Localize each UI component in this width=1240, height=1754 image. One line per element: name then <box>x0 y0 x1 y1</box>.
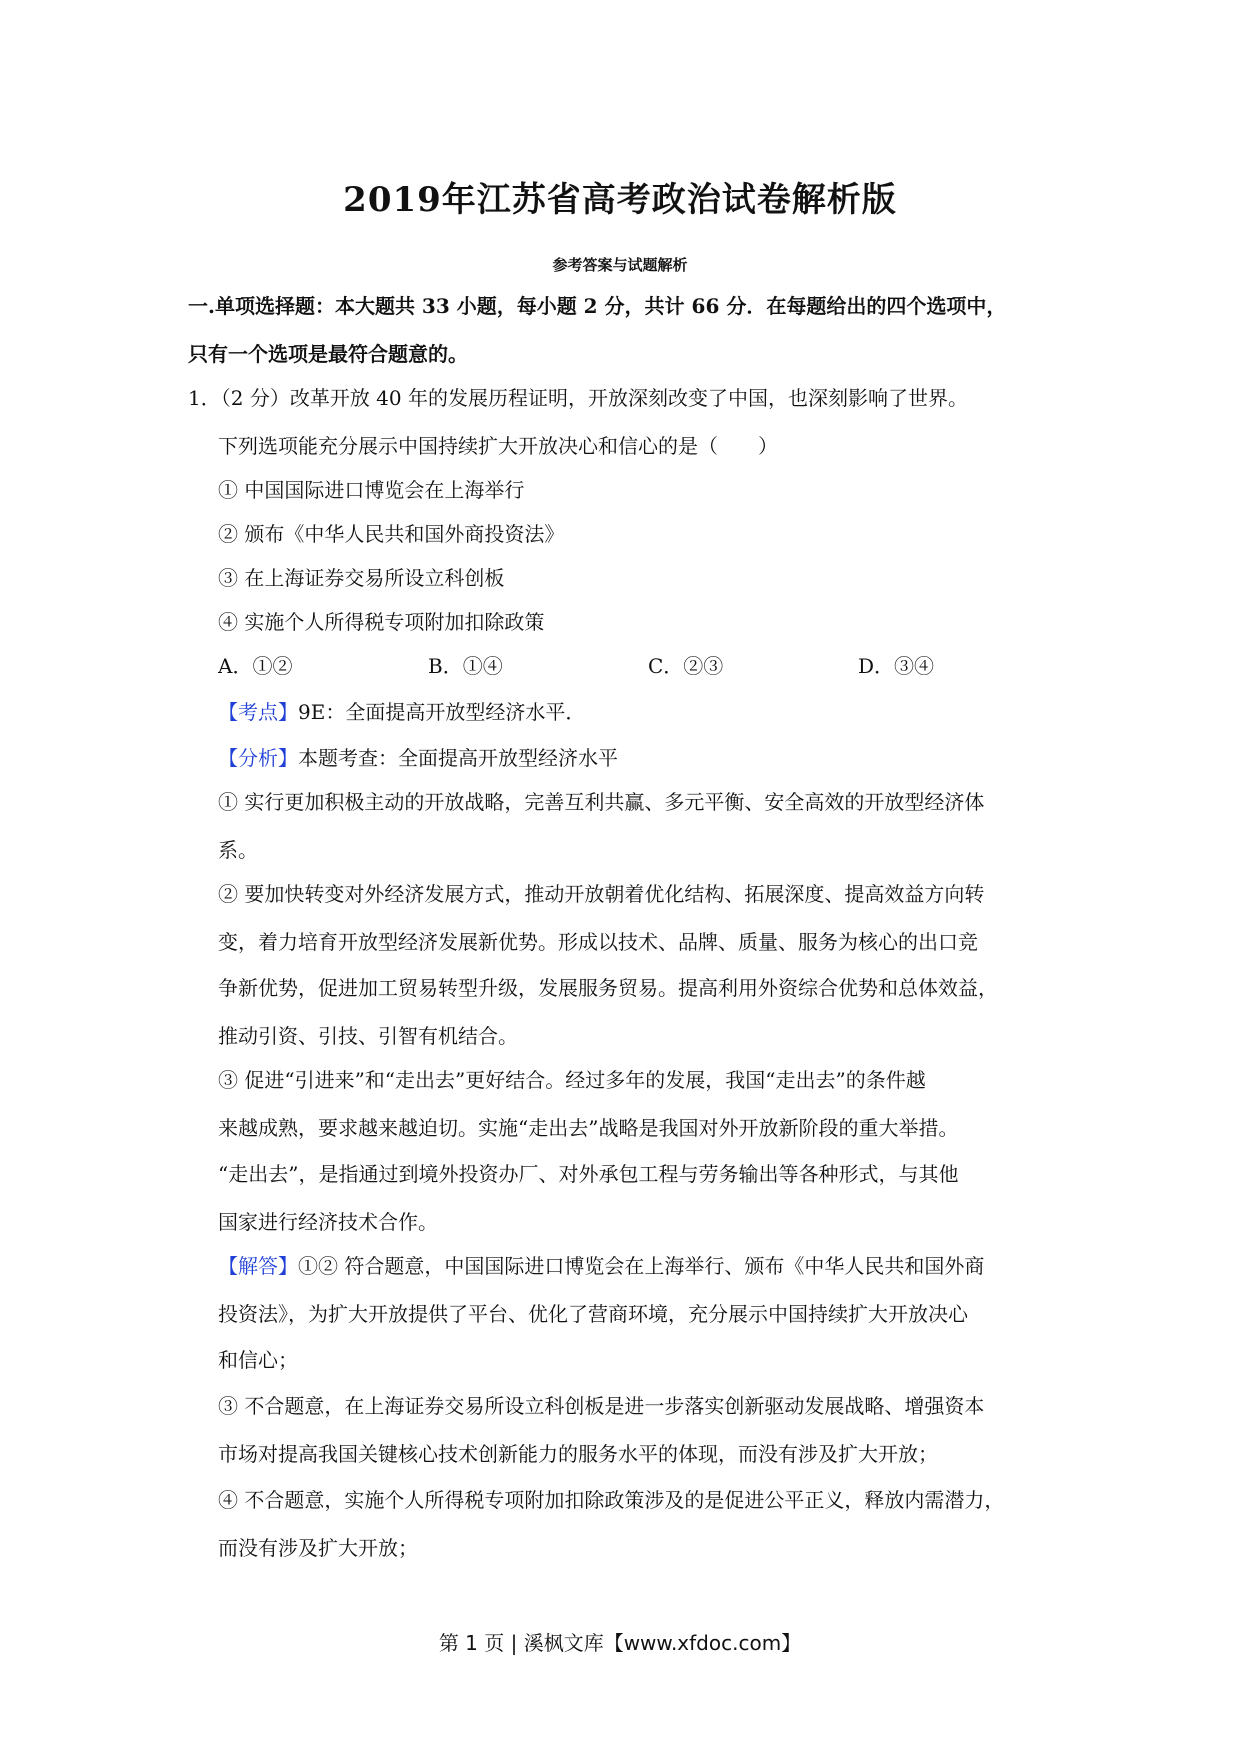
question-stem-line-2: 下列选项能充分展示中国持续扩大开放决心和信心的是（ ） <box>218 434 778 458</box>
fenxi-text: 本题考查：全面提高开放型经济水平 <box>298 746 618 770</box>
analysis-line: 来越成熟，要求越来越迫切。实施“走出去”战略是我国对外开放新阶段的重大举措。 <box>218 1116 959 1140</box>
fenxi-line <box>218 742 618 771</box>
option-d: D．③④ <box>858 654 935 678</box>
answer-line: ③ 不合题意，在上海证券交易所设立科创板是进一步落实创新驱动发展战略、增强资本 <box>218 1394 985 1418</box>
analysis-line: 争新优势，促进加工贸易转型升级，发展服务贸易。提高利用外资综合优势和总体效益， <box>218 976 998 1000</box>
analysis-line: “走出去”，是指通过到境外投资办厂、对外承包工程与劳务输出等各种形式，与其他 <box>218 1162 959 1186</box>
fenxi-tag: 【分析】 <box>218 746 298 770</box>
question-item-3: ③ 在上海证券交易所设立科创板 <box>218 566 505 590</box>
question-item-2: ② 颁布《中华人民共和国外商投资法》 <box>218 522 565 546</box>
option-a: A．①② <box>218 654 293 678</box>
analysis-line: 国家进行经济技术合作。 <box>218 1210 438 1234</box>
analysis-line: ① 实行更加积极主动的开放战略，完善互利共赢、多元平衡、安全高效的开放型经济体 <box>218 790 985 814</box>
analysis-line: 推动引资、引技、引智有机结合。 <box>218 1024 518 1048</box>
option-b: B．①④ <box>428 654 503 678</box>
page-footer: 第 1 页 | 溪枫文库【www.xfdoc.com】 <box>438 1631 802 1655</box>
analysis-line: ③ 促进“引进来”和“走出去”更好结合。经过多年的发展，我国“走出去”的条件越 <box>218 1068 926 1092</box>
option-c: C．②③ <box>648 654 724 678</box>
question-number: 1． <box>188 386 221 410</box>
answer-line: 而没有涉及扩大开放； <box>218 1536 418 1560</box>
analysis-line: 系。 <box>218 838 258 862</box>
analysis-line: 变，着力培育开放型经济发展新优势。形成以技术、品牌、质量、服务为核心的出口竞 <box>218 930 978 954</box>
jieda-tag: 【解答】 <box>218 1254 298 1278</box>
kaodian-line <box>218 696 585 725</box>
question-item-1: ① 中国国际进口博览会在上海举行 <box>218 478 525 502</box>
answer-line: ④ 不合题意，实施个人所得税专项附加扣除政策涉及的是促进公平正义，释放内需潜力， <box>218 1488 1005 1512</box>
question-stem-line-1: （2 分）改革开放 40 年的发展历程证明，开放深刻改变了中国，也深刻影响了世界。 <box>220 386 968 410</box>
analysis-line: ② 要加快转变对外经济发展方式，推动开放朝着优化结构、拓展深度、提高效益方向转 <box>218 882 985 906</box>
section-heading-line-2: 只有一个选项是最符合题意的。 <box>188 342 468 366</box>
jieda-line <box>218 1250 984 1279</box>
document-subtitle: 参考答案与试题解析 <box>552 256 688 274</box>
section-heading-line-1: 一.单项选择题：本大题共 33 小题，每小题 2 分，共计 66 分．在每题给出的四个选项中， <box>188 294 1007 318</box>
kaodian-tag: 【考点】 <box>218 700 298 724</box>
document-title: 2019年江苏省高考政治试卷解析版 <box>343 180 897 220</box>
kaodian-text: 9E：全面提高开放型经济水平． <box>298 700 586 724</box>
answer-line: 和信心； <box>218 1348 298 1372</box>
question-1-stem <box>188 382 968 411</box>
jieda-text: ①② 符合题意，中国国际进口博览会在上海举行、颁布《中华人民共和国外商 <box>298 1254 985 1278</box>
answer-line: 市场对提高我国关键核心技术创新能力的服务水平的体现，而没有涉及扩大开放； <box>218 1442 938 1466</box>
answer-line: 投资法》，为扩大开放提供了平台、优化了营商环境，充分展示中国持续扩大开放决心 <box>218 1302 968 1326</box>
question-item-4: ④ 实施个人所得税专项附加扣除政策 <box>218 610 545 634</box>
